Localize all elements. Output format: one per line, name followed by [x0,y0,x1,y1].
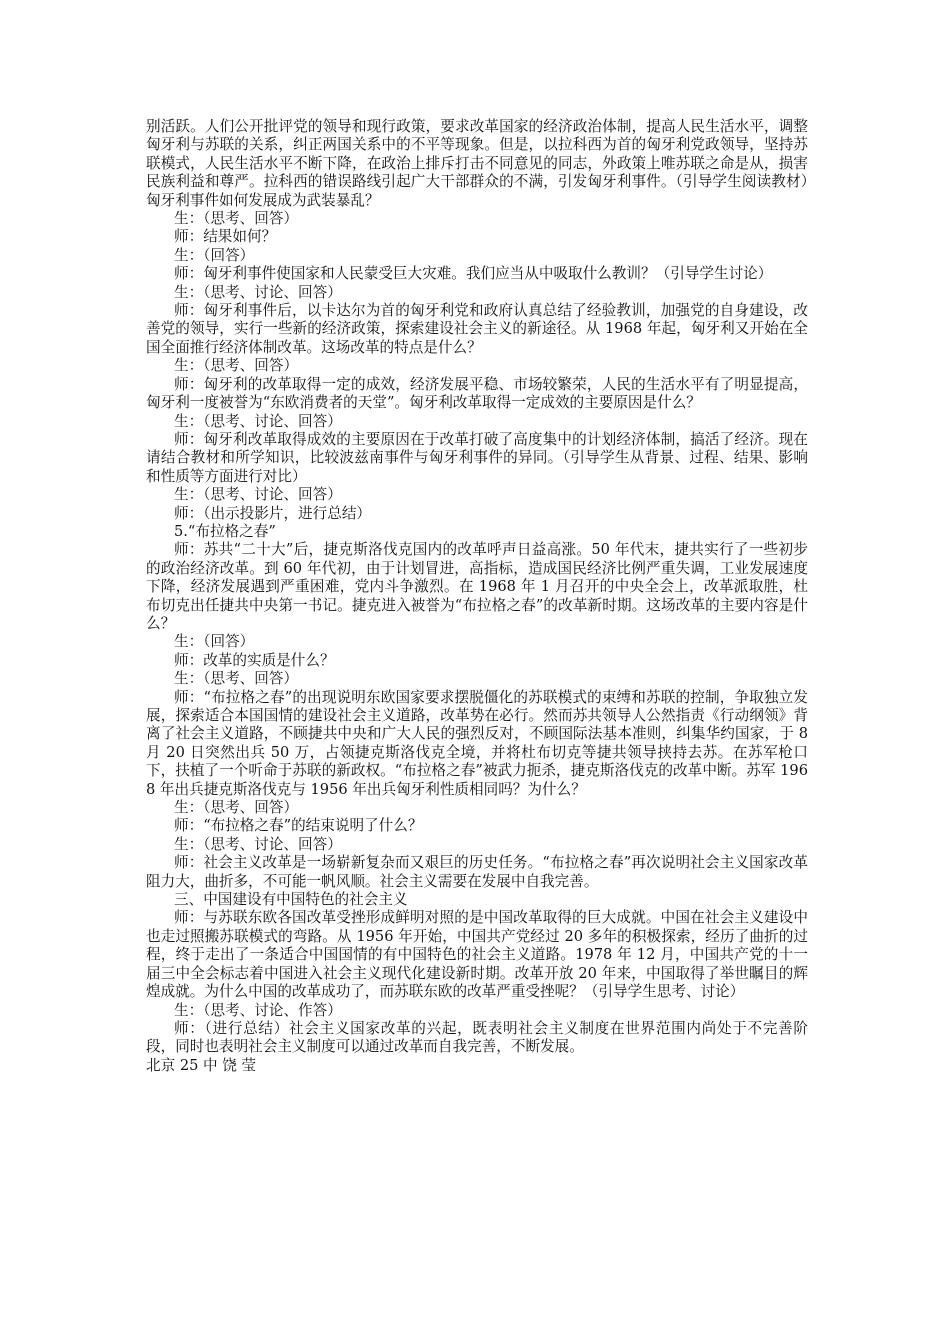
paragraph: 师：匈牙利事件后，以卡达尔为首的匈牙利党和政府认真总结了经验教训，加强党的自身建设，改善党的领导，实行一些新的经济政策，探索建设社会主义的新途径。从 1968 年起，匈牙利又开始在全国全面推行经济体制改革。这场改革的特点是什么？ [146,302,808,356]
paragraph: 师：“布拉格之春”的出现说明东欧国家要求摆脱僵化的苏联模式的束缚和苏联的控制，争取独立发展，探索适合本国国情的建设社会主义道路，改革势在必行。然而苏共领导人公然指责《行动纲领》背离了社会主义道路，不顾捷共中央和广大人民的强烈反对，不顾国际法基本准则，纠集华约国家，于 8 月 20 日突然出兵 50 万，占领捷克斯洛伐克全境，并将杜布切克等捷共领导挟持去苏。在苏军枪口下，扶植了一个听命于苏联的新政权。“布拉格之春”被武力扼杀，捷克斯洛伐克的改革中断。苏军 1968 年出兵捷克斯洛伐克与 1956 年出兵匈牙利性质相同吗？为什么？ [146,688,808,798]
paragraph: 别活跃。人们公开批评党的领导和现行政策，要求改革国家的经济政治体制，提高人民生活水平，调整匈牙利与苏联的关系，纠正两国关系中的不平等现象。但是，以拉科西为首的匈牙利党政领导，坚持苏联模式，人民生活水平不断下降，在政治上排斥打击不同意见的同志，外政策上唯苏联之命是从，损害民族利益和尊严。拉科西的错误路线引起广大干部群众的不满，引发匈牙利事件。（引导学生阅读教材）匈牙利事件如何发展成为武装暴乱？ [146,118,808,209]
paragraph: 师：匈牙利改革取得成效的主要原因在于改革打破了高度集中的计划经济体制，搞活了经济。现在请结合教材和所学知识，比较波兹南事件与匈牙利事件的异同。（引导学生从背景、过程、结果、影响和性质等方面进行对比） [146,430,808,485]
paragraph: 师：匈牙利的改革取得一定的成效，经济发展平稳、市场较繁荣，人民的生活水平有了明显提高，匈牙利一度被誉为“东欧消费者的天堂”。匈牙利改革取得一定成效的主要原因是什么？ [146,375,808,412]
paragraph: 师：（出示投影片，进行总结） [174,504,372,522]
paragraph: 生：（思考、讨论、回答） [174,486,342,504]
paragraph: 生：（思考、讨论、回答） [174,412,342,430]
paragraph: 师：（进行总结）社会主义国家改革的兴起，既表明社会主义制度在世界范围内尚处于不完善阶段，同时也表明社会主义制度可以通过改革而自我完善，不断发展。 [146,1019,808,1056]
paragraph: 师：改革的实质是什么？ [174,651,335,669]
paragraph: 生：（思考、回答） [174,670,299,688]
paragraph: 师：与苏联东欧各国改革受挫形成鲜明对照的是中国改革取得的巨大成就。中国在社会主义建设中也走过照搬苏联模式的弯路。从 1956 年开始，中国共产党经过 20 多年的积极探索，经历了曲折的过程，终于走出了一条适合中国国情的有中国特色的社会主义道路。1978 年 12 月，中国共产党的十一届三中全会标志着中国进入社会主义现代化建设新时期。改革开放 20 年来，中国取得了举世瞩目的辉煌成就。为什么中国的改革成功了，而苏联东欧的改革严重受挫呢？（引导学生思考、讨论） [146,909,808,1001]
paragraph: 生：（思考、回答） [174,210,299,228]
paragraph: 生：（思考、讨论、回答） [174,283,342,301]
paragraph: 生：（思考、回答） [174,357,299,375]
paragraph: 师：苏共“二十大”后，捷克斯洛伐克国内的改革呼声日益高涨。50 年代末，捷共实行了一些初步的政治经济改革。到 60 年代初，由于计划冒进，高指标，造成国民经济比例严重失调，工业发展速度下降，经济发展遇到严重困难，党内斗争激烈。在 1968 年 1 月召开的中央全会上，改革派取胜，杜布切克出任捷共中央第一书记。捷克进入被誉为“布拉格之春”的改革新时期。这场改革的主要内容是什么？ [146,541,808,632]
section-heading: 三、中国建设有中国特色的社会主义 [174,891,408,909]
paragraph: 生：（回答） [174,633,255,651]
paragraph: 生：（思考、讨论、作答） [174,1001,342,1019]
section-heading: 5.“布拉格之春” [174,522,276,540]
paragraph: 生：（回答） [174,246,255,264]
paragraph: 师：“布拉格之春”的结束说明了什么？ [174,817,423,835]
paragraph: 师：匈牙利事件使国家和人民蒙受巨大灾难。我们应当从中吸取什么教训？（引导学生讨论） [174,265,773,283]
document-body [146,118,808,1075]
paragraph: 师：结果如何？ [174,228,277,246]
paragraph: 师：社会主义改革是一场崭新复杂而又艰巨的历史任务。“布拉格之春”再次说明社会主义国家改革阻力大，曲折多，不可能一帆风顺。社会主义需要在发展中自我完善。 [146,854,808,890]
author-signature: 北京 25 中 饶 莹 [146,1056,257,1074]
paragraph: 生：（思考、回答） [174,799,299,817]
paragraph: 生：（思考、讨论、回答） [174,835,342,853]
